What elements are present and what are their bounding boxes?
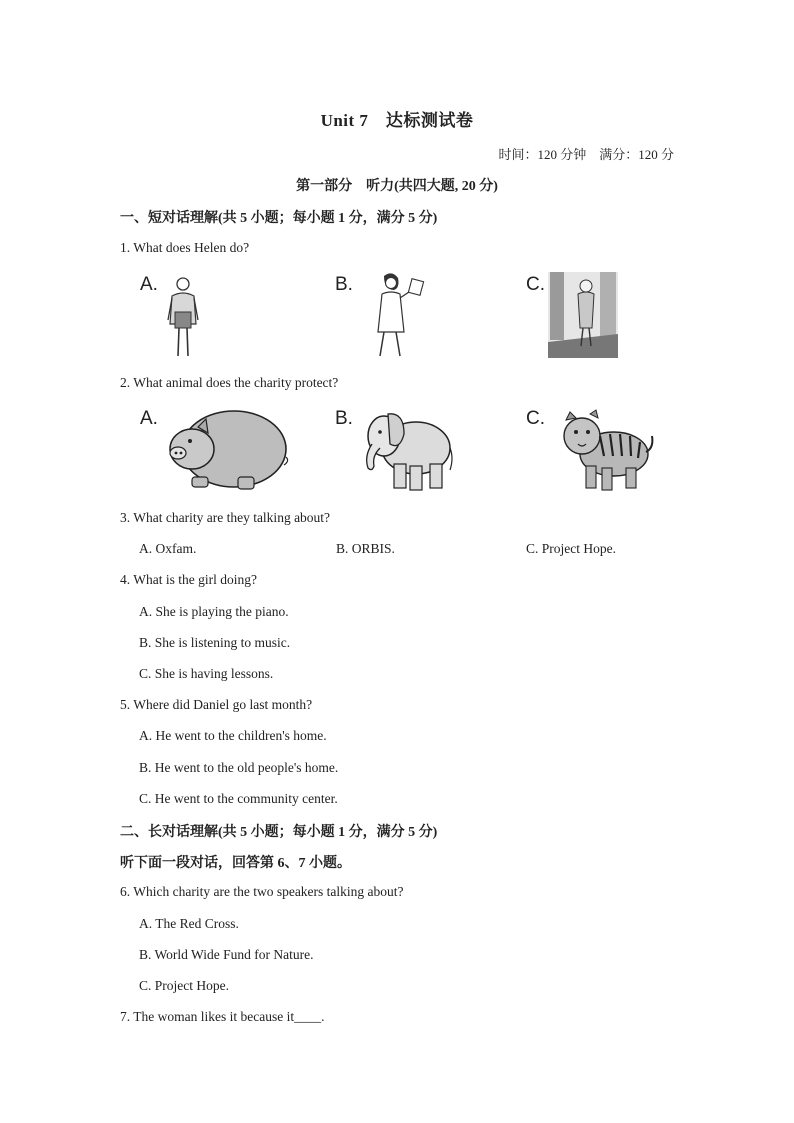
q3-option-c: C. Project Hope. [526, 541, 616, 556]
elephant-image [360, 404, 456, 494]
q1-label-a: A. [140, 274, 158, 295]
q1-label-c: C. [526, 274, 545, 295]
question-1: 1. What does Helen do? [120, 240, 250, 255]
question-6: 6. Which charity are the two speakers talking about? [120, 884, 404, 899]
q4-option-b: B. She is listening to music. [139, 635, 291, 650]
page-title: Unit 7 达标测试卷 [320, 111, 474, 130]
doctor-figure [370, 272, 428, 360]
question-2: 2. What animal does the charity protect? [120, 375, 339, 390]
waitress-figure [160, 274, 206, 360]
q6-option-b: B. World Wide Fund for Nature. [139, 947, 314, 962]
actress-figure [548, 272, 618, 358]
section-2-heading: 二、长对话理解(共 5 小题；每小题 1 分，满分 5 分) [120, 825, 438, 840]
tiger-image [556, 406, 656, 494]
pig-image [162, 405, 290, 493]
q2-label-c: C. [526, 408, 545, 429]
q3-option-a: A. Oxfam. [139, 541, 197, 556]
q4-option-a: A. She is playing the piano. [139, 604, 289, 619]
q5-option-b: B. He went to the old people's home. [139, 760, 339, 775]
question-5: 5. Where did Daniel go last month? [120, 697, 313, 712]
q4-option-c: C. She is having lessons. [139, 666, 274, 681]
q6-option-c: C. Project Hope. [139, 978, 229, 993]
q1-label-b: B. [335, 274, 353, 295]
q5-option-a: A. He went to the children's home. [139, 728, 327, 743]
part-heading: 第一部分 听力(共四大题, 20 分) [296, 179, 498, 194]
q6-option-a: A. The Red Cross. [139, 916, 239, 931]
q5-option-c: C. He went to the community center. [139, 791, 338, 806]
question-4: 4. What is the girl doing? [120, 572, 257, 587]
section-2-instruction: 听下面一段对话，回答第 6、7 小题。 [120, 856, 351, 871]
question-3: 3. What charity are they talking about? [120, 510, 331, 525]
q3-option-b: B. ORBIS. [336, 541, 395, 556]
question-7: 7. The woman likes it because it____. [120, 1009, 325, 1024]
q2-label-b: B. [335, 408, 353, 429]
exam-meta: 时间：120 分钟 满分：120 分 [498, 147, 674, 162]
section-1-heading: 一、短对话理解(共 5 小题；每小题 1 分，满分 5 分) [120, 211, 438, 226]
q2-label-a: A. [140, 408, 158, 429]
